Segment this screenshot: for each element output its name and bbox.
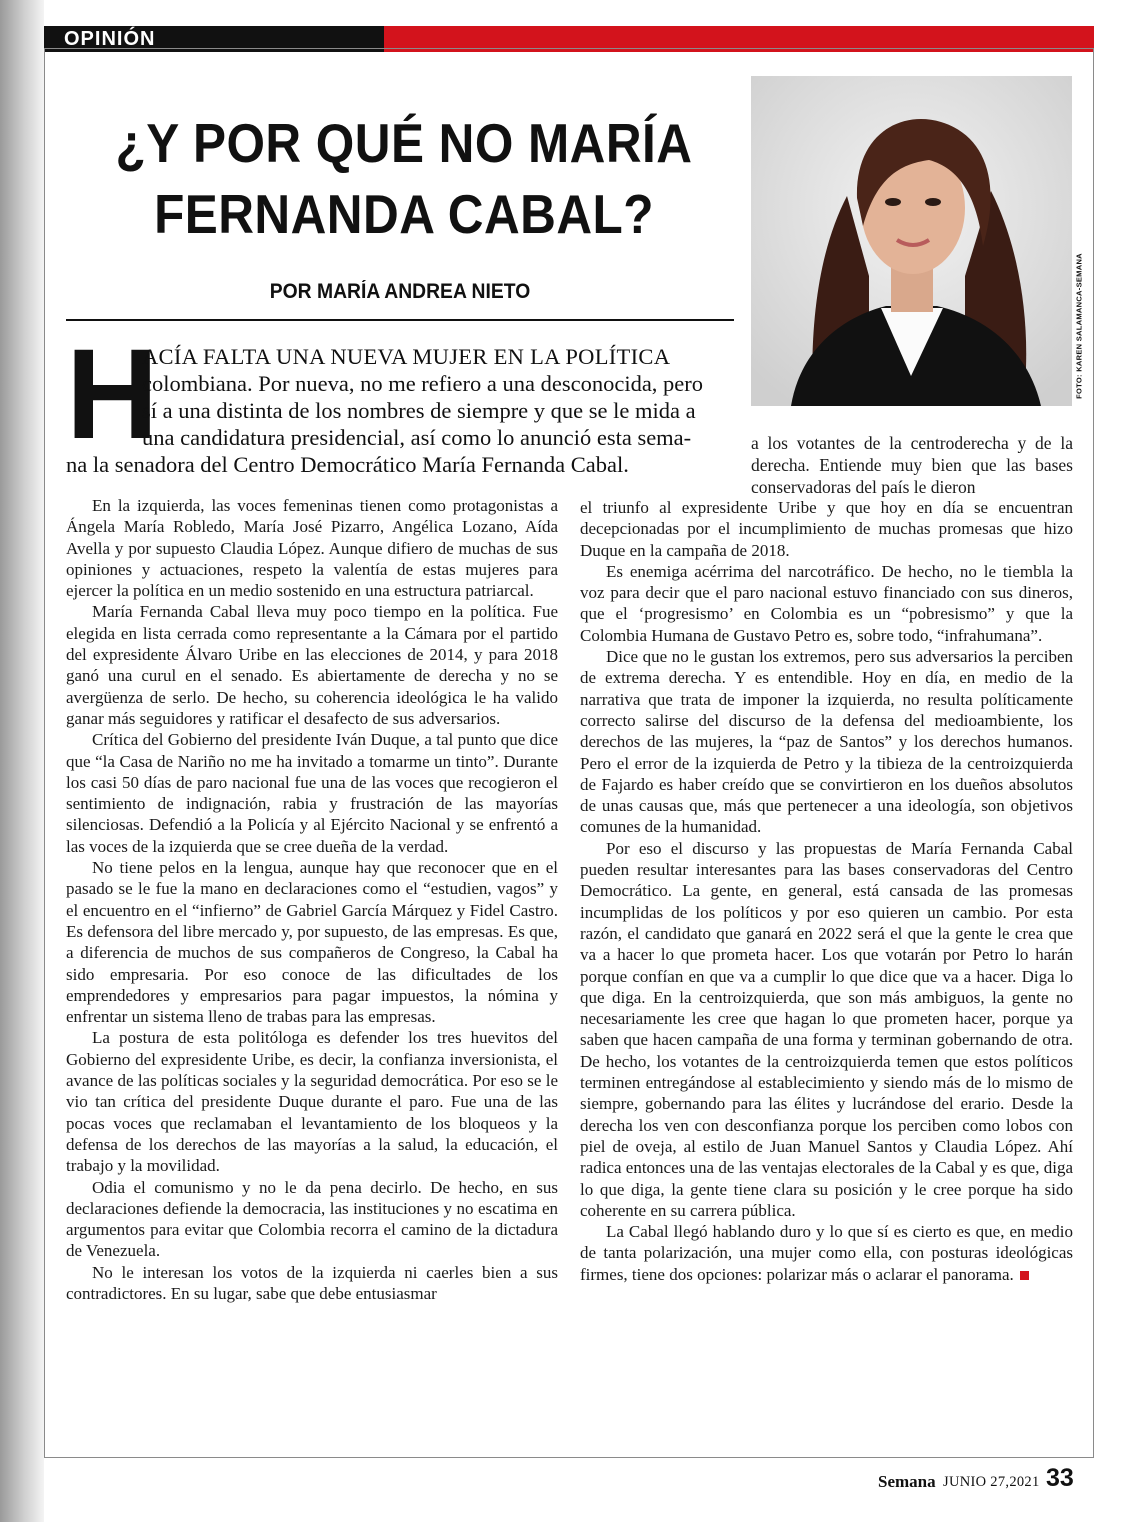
paragraph: La postura de esta politóloga es defender los tres huevitos del Gobierno del expresidente Uribe, es decir, la confianza inversionista, el avance de las políticas sociales y la seguridad democrática. Por eso se le vio tan crítica del presidente Duque durante el paro. Fue una de las pocas voces que reclamaban el levantamiento de los bloqueos y la defensa de los derechos de las mayorías a la salud, la educación, el trabajo y la movilidad. bbox=[66, 1028, 558, 1176]
page-spine-shadow bbox=[0, 0, 44, 1522]
end-mark-icon bbox=[1020, 1271, 1029, 1280]
page-number: 33 bbox=[1046, 1464, 1074, 1492]
paragraph: En la izquierda, las voces femeninas tienen como protagonistas a Ángela María Robledo, María José Pizarro, Angélica Lozano, Aída Avella y por supuesto Claudia López. Aunque difiero de muchas de sus opiniones y actuaciones, respeto la valentía de estas mujeres para ejercer la política en un medio sostenido en una estructura patriarcal. bbox=[66, 496, 558, 601]
lead-line: na la senadora del Centro Democrático María Fernanda Cabal. bbox=[66, 452, 629, 477]
paragraph: Crítica del Gobierno del presidente Iván Duque, a tal punto que dice que “la Casa de Nariño no me ha invitado a tomarme un tinto”. Durante los casi 50 días de paro nacional fue una de las voces que recogieron el sentimiento de indignación, rabia y frustración de las mayorías silenciosas. Defendió a la Policía y al Ejército Nacional y se enfrentó a las voces de la izquierda que se cree dueña de la verdad. bbox=[66, 730, 558, 856]
paragraph: Por eso el discurso y las propuestas de María Fernanda Cabal pueden resultar interesantes para las bases conservadoras del Centro Democrático. La gente, en general, está cansada de las promesas incumplidas de los políticos y por eso quieren un cambio. Por esta razón, el candidato que ganará en 2022 será el que la gente le crea que va a hacer lo que prometa hacer. Los que votarán por Petro lo harán porque confían en que va a cumplir lo que dice que va a hacer. Diga lo que diga. En la centroizquierda, que son más ambiguos, la gente no necesariamente les cree que hagan lo que prometen hacer, porque ya saben que hacen campaña de una forma y terminan gobernando de otra. De hecho, los votantes de la centroizquierda temen que estos políticos terminen entregándose al establecimiento y siendo más de lo mismo de siempre, gobernando para las élites y lucrándose del erario. Desde la derecha los ven con desconfianza porque los perciben como lobos con piel de oveja, al estilo de Juan Manuel Santos y Claudia López. Ahí radica entonces una de las ventajas electorales de la Cabal y es que, diga lo que diga, la gente tiene clara su posición y le cree porque ha sido coherente en su carrera pública. bbox=[580, 838, 1073, 1220]
lead-line: una candidatura presidencial, así como lo anunció esta sema- bbox=[142, 425, 692, 450]
paragraph-continuation: el triunfo al expresidente Uribe y que hoy en día se encuentran decepcionadas por el incumplimiento de muchas promesas que hizo Duque en la campaña de 2018. bbox=[580, 498, 1073, 560]
paragraph: No le interesan los votos de la izquierda ni caerles bien a sus contradictores. En su lugar, sabe que debe entusiasmar bbox=[66, 1262, 558, 1303]
footer-brand: Semana bbox=[878, 1472, 936, 1491]
portrait-photo bbox=[751, 76, 1072, 406]
paragraph: María Fernanda Cabal lleva muy poco tiempo en la política. Fue elegida en lista cerrada como representante a la Cámara por el partido del expresidente Álvaro Uribe en las elecciones de 2014, y para 2018 ganó una curul en el senado. Es abiertamente de derecha y no se avergüenza de serlo. De hecho, su coherencia ideológica le ha valido ganar más seguidores y ratificar el desafecto de sus adversarios. bbox=[66, 602, 558, 728]
lead-line: colombiana. Por nueva, no me refiero a una desconocida, pero bbox=[142, 371, 704, 396]
dropcap: H bbox=[66, 323, 159, 466]
footer-date: JUNIO 27,2021 bbox=[943, 1474, 1040, 1490]
byline: POR MARÍA ANDREA NIETO bbox=[269, 280, 531, 303]
right-column bbox=[580, 497, 1073, 1285]
portrait-illustration bbox=[751, 76, 1072, 406]
right-top-text: a los votantes de la centroderecha y de la derecha. Entiende muy bien que las bases conservadoras del país le dieron bbox=[751, 433, 1073, 497]
left-column bbox=[66, 495, 558, 1304]
lead-line: sí a una distinta de los nombres de siempre y que se le mida a bbox=[142, 398, 696, 423]
paragraph: Dice que no le gustan los extremos, pero sus adversarios la perciben de extrema derecha. Y es entendible. Hoy en día, en medio de la narrativa que trata de imponer la izquierda, no resulta políticamente correcto salirse del discurso de la defensa del medioambiente, los derechos de las mujeres, la “paz de Santos” y los derechos humanos. Pero el error de la izquierda de Petro y la tibieza de la centroizquierda de Fajardo es haber creído que se convirtieron en los dueños absolutos de unas causas que, más que pertenecer a una ideología, son objetivos comunes de la humanidad. bbox=[580, 647, 1073, 837]
paragraph: Es enemiga acérrima del narcotráfico. De hecho, no le tiembla la voz para decir que el paro nacional estuvo financiado con sus dineros, que el ‘progresismo’ en Colombia es un “pobresismo” y que la Colombia Humana de Gustavo Petro es, sobre todo, “infrahumana”. bbox=[580, 561, 1073, 645]
lead-line: ACÍA FALTA UNA NUEVA MUJER EN LA POLÍTICA bbox=[142, 344, 671, 369]
headline: ¿Y POR QUÉ NO MARÍA FERNANDA CABAL? bbox=[115, 112, 693, 245]
section-label: OPINIÓN bbox=[44, 26, 384, 52]
headline-rule bbox=[66, 319, 734, 321]
photo-credit: FOTO: KAREN SALAMANCA-SEMANA bbox=[1074, 253, 1084, 399]
final-paragraph: La Cabal llegó hablando duro y lo que sí es cierto es que, en medio de tanta polarización, una mujer como ella, con posturas ideológicas firmes, tiene dos opciones: polarizar más o aclarar el panorama. bbox=[580, 1222, 1073, 1284]
paragraph: Odia el comunismo y no le da pena decirlo. De hecho, en sus declaraciones defiende la democracia, las instituciones y no escatima en argumentos para evitar que Colombia recorra el camino de la dictadura de Venezuela. bbox=[66, 1177, 558, 1261]
paragraph: No tiene pelos en la lengua, aunque hay que reconocer que en el pasado se le fue la mano en declaraciones como el “estudien, vagos” y el encuentro en el “infierno” de Gabriel García Márquez y Fidel Castro. Es defensora del libre mercado y, por supuesto, de las empresas. Es que, a diferencia de muchos de sus compañeros de Congreso, la Cabal ha sido empresaria. Por eso conoce de las dificultades de los emprendedores y empresarios para pagar impuestos, la nómina y enfrentar un sistema lleno de trabas para las empresas. bbox=[66, 858, 558, 1027]
